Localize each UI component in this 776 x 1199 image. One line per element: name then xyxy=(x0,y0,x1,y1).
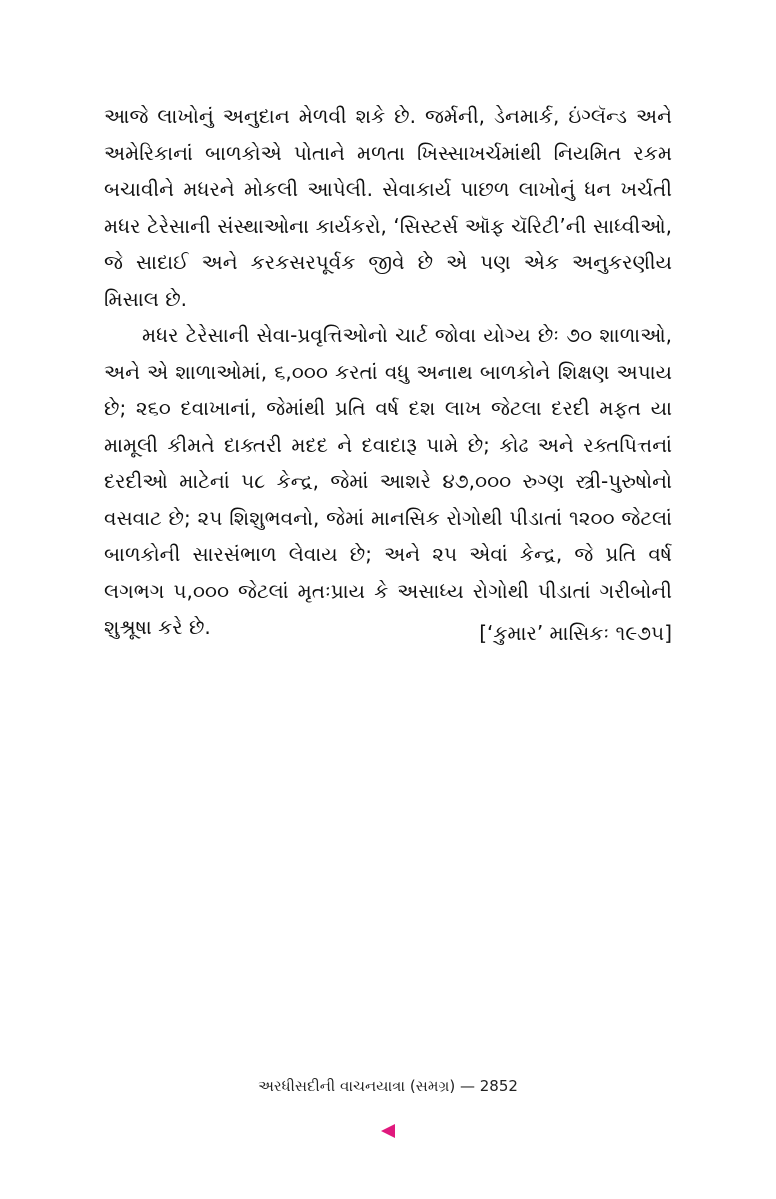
previous-page-button[interactable] xyxy=(378,1122,398,1140)
paragraph-1: આજે લાખોનું અનુદાન મેળવી શકે છે. જર્મની, ડેનમાર્ક, ઇંગ્લૅન્ડ અને અમેરિકાનાં બાળકોએ પોતાને મળતા ખિસ્સાખર્ચમાંથી નિયમિત રકમ બચાવીને મધરને મોકલી આપેલી. સેવાકાર્ય પાછળ લાખોનું ધન ખર્ચતી મધર ટેરેસાની સંસ્થાઓના કાર્યકરો, ‘સિસ્ટર્સ ઑફ ચૅરિટી’ની સાધ્વીઓ, જે સાદાઈ અને કરકસરપૂર્વક જીવે છે એ પણ એક અનુકરણીય મિસાલ છે. xyxy=(104,104,672,311)
source-citation: [‘કુમાર’ માસિકઃ ૧૯૭૫] xyxy=(479,621,672,645)
left-triangle-icon xyxy=(378,1122,398,1140)
paragraph-2: મધર ટેરેસાની સેવા-પ્રવૃત્તિઓનો ચાર્ટ જોવા યોગ્ય છેઃ ૭૦ શાળાઓ, અને એ શાળાઓમાં, ૬,૦૦૦ કરતાં વધુ અનાથ બાળકોને શિક્ષણ અપાય છે; ૨૬૦ દવાખાનાં, જેમાંથી પ્રતિ વર્ષ દશ લાખ જેટલા દરદી મફત યા મામૂલી કીમતે દાક્તરી મદદ ને દવાદારૂ પામે છે; કોઢ અને રક્તપિત્તનાં દરદીઓ માટેનાં ૫૮ કેન્દ્ર, જેમાં આશરે ૪૭,૦૦૦ રુગ્ણ સ્ત્રી-પુરુષોનો વસવાટ છે; ૨૫ શિશુભવનો, જેમાં માનસિક રોગોથી પીડાતાં ૧૨૦૦ જેટલાં બાળકોની સારસંભાળ લેવાય છે; અને ૨૫ એવાં કેન્દ્ર, જે પ્રતિ વર્ષ લગભગ ૫,૦૦૦ જેટલાં મૃતઃપ્રાય કે અસાધ્ય રોગોથી પીડાતાં ગરીબોની શુશ્રૂષા કરે છે. xyxy=(104,323,672,639)
running-footer: અરધીસદીની વાચનયાત્રા (સમગ્ર) — 2852 xyxy=(258,1077,518,1095)
body-text xyxy=(104,98,672,646)
